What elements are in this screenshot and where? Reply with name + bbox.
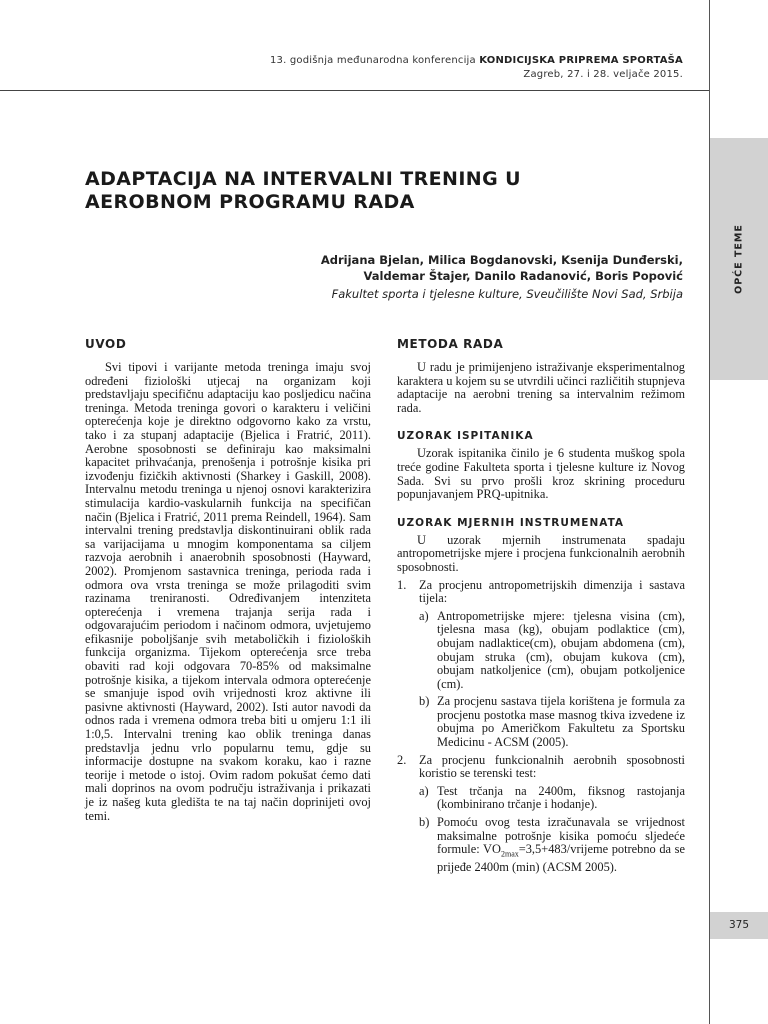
- list-item-text: Za procjenu antropometrijskih dimenzija i sastava tijela:: [419, 577, 685, 606]
- list-marker: b): [419, 694, 430, 709]
- paper-title: [85, 168, 685, 214]
- section-heading-metoda: METODA RADA: [397, 337, 504, 351]
- conference-location-date: Zagreb, 27. i 28. veljače 2015.: [523, 69, 683, 80]
- authors-line-2: Valdemar Štajer, Danilo Radanović, Boris Popović: [363, 269, 683, 283]
- method-paragraph: U radu je primijenjeno istraživanje eksperimentalnog karaktera u kojem su se utvrdili učinci različitih stupnjeva adaptacije na aerobni trening sa intervalnim režimom rada.: [397, 360, 685, 415]
- list-item-2: [397, 754, 685, 781]
- sample-paragraph: Uzorak ispitanika činilo je 6 studenta muškog spola treće godine Fakulteta sporta i tjelesne kulture iz Novog Sada. Svi su prvo prošli kroz skrining proceduru popunjavanjem PRQ-upitnika.: [397, 446, 685, 502]
- list-marker: b): [419, 815, 430, 830]
- list-item-text: Test trčanja na 2400m, fiksnog rastojanja (kombinirano trčanje i hodanje).: [437, 783, 685, 812]
- header-divider: [0, 90, 709, 91]
- list-marker: 2.: [397, 752, 407, 767]
- author-list: [163, 252, 683, 284]
- list-item-text: Za procjenu sastava tijela korištena je formula za procjenu postotka mase masnog tkiva izvedene iz obujma po Američkom Fakultetu za Sportsku Medicinu - ACSM (2005).: [437, 694, 685, 750]
- conference-name: 13. godišnja međunarodna konferencija: [269, 55, 476, 66]
- formula-text-pre: Pomoću ovog testa izračunavala se vrijednost maksimalne potrošnje kisika pomoću sljedeće formule: VO: [437, 815, 685, 857]
- left-column: [85, 336, 371, 823]
- title-line-2: AEROBNOM PROGRAMU RADA: [85, 191, 415, 213]
- instruments-paragraph: U uzorak mjernih instrumenata spadaju antropometrijske mjere i procjena funkcionalnih aerobnih sposobnosti.: [397, 532, 685, 574]
- running-header: [270, 54, 683, 82]
- section-heading-uvod: UVOD: [85, 337, 127, 351]
- subheading-instruments: UZORAK MJERNIH INSTRUMENATA: [397, 516, 625, 529]
- list-item-1: [397, 579, 685, 606]
- subheading-sample: UZORAK ISPITANIKA: [397, 430, 534, 443]
- list-item-text: [437, 815, 685, 874]
- title-line-1: ADAPTACIJA NA INTERVALNI TRENING U: [85, 168, 521, 190]
- header-line-1: [270, 54, 683, 68]
- authors-line-1: Adrijana Bjelan, Milica Bogdanovski, Ksenija Dunđerski,: [320, 253, 683, 267]
- list-marker: a): [419, 608, 429, 623]
- formula-subscript: 2max: [500, 849, 519, 859]
- instruments-list: [397, 579, 685, 875]
- list-item-text: Antropometrijske mjere: tjelesna visina (cm), tjelesna masa (kg), obujam podlaktice (cm), obujam nadlaktice(cm), obujam abdomena (cm), obujam struka (cm), obujam kukova (cm), obujam natkoljenice (cm), obujam potkoljenice (cm).: [437, 608, 685, 691]
- list-item-1b: [397, 695, 685, 749]
- list-item-2a: [397, 785, 685, 812]
- list-marker: a): [419, 783, 429, 798]
- list-item-1a: [397, 610, 685, 692]
- section-tab-label: OPĆE TEME: [733, 224, 745, 294]
- right-column: [397, 336, 685, 875]
- formula-text-post: =3,5+483/vrijeme potrebno da se prijeđe 2400m (min) (ACSM 2005).: [437, 842, 685, 875]
- affiliation: Fakultet sporta i tjelesne kulture, Sveučilište Novi Sad, Srbija: [331, 287, 683, 301]
- list-item-2b: [397, 816, 685, 875]
- list-item-text: Za procjenu funkcionalnih aerobnih sposobnosti koristio se terenski test:: [419, 752, 685, 781]
- list-marker: 1.: [397, 577, 407, 592]
- conference-title: KONDICIJSKA PRIPREMA SPORTAŠA: [479, 55, 683, 66]
- page-number: 375: [728, 919, 750, 931]
- intro-paragraph: Svi tipovi i varijante metoda treninga imaju svoj određeni fiziološki utjecaj na organizam koji predstavljaju specifičnu adaptaciju kao posljedicu načina treninga. Metoda treninga govori o karakteru i veličini opterećenja koje je direktno odgovorno kako za vrstu, tako i za stupanj adaptacije (Bjelica i Fratrić, 2011). Aerobne sposobnosti se definiraju kao maksimalni kapacitet prihvaćanja, prenošenja i potrošnje kisika pri izvođenju fizičkih aktivnosti (Sharkey i Gaskill, 2008). Intervalnu metodu treninga u njenoj osnovi karakterizira stimulacija kardio-vaskularnih funkcija na specifičan način (Bjelica i Fratrić, 2011 prema Reindell, 1964). Sam intervalni trening predstavlja diskontinuirani oblik rada sa varijacijama u mnogim komponentama sa ciljem razvoja aerobnih i anaerobnih sposobnosti (Hayward, 2002). Promjenom sastavnica treninga, perioda rada i odmora ova vrsta treninga se može prilagoditi svim razinama treniranosti. Određivanjem intenziteta opterećenja i vremena trajanja serija rada i odgovarajućim periodom i načinom odmora, uvjetujemo efikasnije poboljšanje svih metaboličkih i fizioloških funkcija organizma. Tijekom opterećenja srce treba obaviti rad koji odgovara 70-85% od maksimalne potrošnje kisika, a tijekom intervala odmora opterećenje se smanjuje ispod ovih vrijednosti kroz aktivne ili pasivne aktivnosti (Hayward, 2002). Isti autor navodi da odnos rada i vremena odmora treba biti u omjeru 1:1 ili 1:0,5. Intervalni trening kao oblik treninga danas predstavlja jednu vrlo popularnu temu, gdje su informacije dostupne na svakom koraku, kao i razne teorije i metode o istoj. Ovim radom pokušat ćemo dati mali doprinos na ovom području istraživanja i prikazati je iz našeg kuta gledišta te na taj način doprinijeti ovoj temi.: [85, 360, 371, 823]
